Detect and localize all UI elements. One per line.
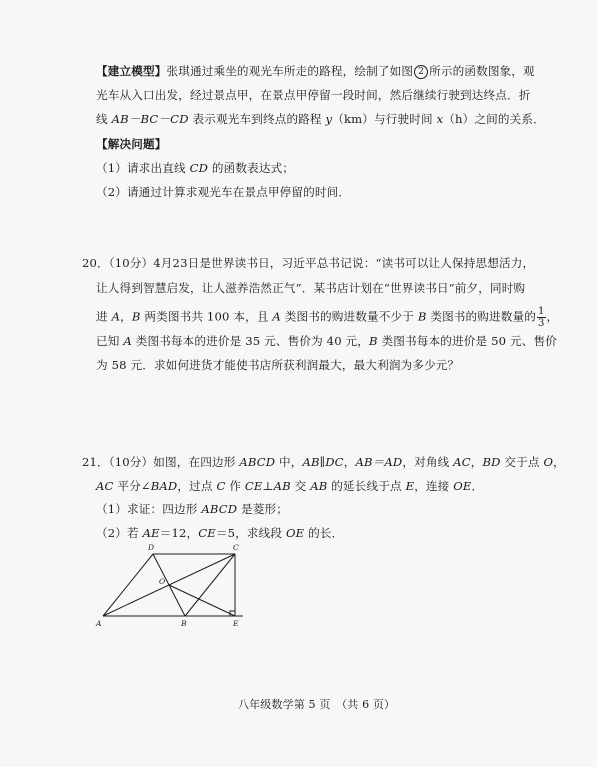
model-paragraph-line-2 — [96, 87, 531, 103]
model-paragraph-line-1 — [96, 63, 535, 79]
var: AB — [310, 479, 328, 493]
text: 交 — [290, 479, 311, 493]
var: AB＝AD — [355, 455, 403, 469]
text: 类图书每本的进价是 35 元、售价为 40 元， — [131, 334, 370, 348]
question-20-line-3 — [96, 306, 558, 329]
question-19-part-1 — [96, 160, 294, 176]
var: BD — [482, 455, 501, 469]
var: A — [272, 309, 281, 324]
text: 张琪通过乘坐的观光车所走的路程，绘制了如图 — [166, 64, 414, 78]
text: 平分∠ — [113, 479, 151, 493]
question-20-line-5: 为 58 元．求如何进货才能使书店所获利润最大，最大利润为多少元？ — [96, 358, 460, 372]
text: ，过点 — [177, 479, 217, 493]
text: 类图书的购进数量的 — [426, 309, 537, 324]
figure-number-circle: 2 — [414, 65, 428, 79]
var: O — [543, 455, 554, 469]
text: ， — [120, 309, 132, 324]
var: B — [369, 334, 378, 348]
text: 类图书每本的进价是 50 元、售价 — [377, 334, 557, 348]
text: 的延长线于点 — [327, 479, 406, 493]
segment-oe — [169, 585, 235, 616]
text: 进 — [96, 309, 112, 324]
text: 已知 — [96, 334, 124, 348]
text: 的长． — [304, 526, 344, 540]
var: AB∥DC — [302, 455, 344, 469]
model-tag: 【建立模型】 — [96, 64, 167, 78]
text: ，连接 — [414, 479, 454, 493]
text: ， — [553, 455, 565, 469]
text: 是菱形； — [237, 502, 288, 516]
segment-ad — [103, 554, 153, 616]
label-b: B — [181, 619, 187, 628]
var: C — [216, 479, 226, 493]
text: 表示观光车到终点的路程 — [188, 112, 326, 126]
var: A — [111, 309, 121, 324]
text: ， — [546, 309, 559, 324]
text: 所示的函数图象，观 — [429, 64, 535, 78]
text: 光车从入口出发，经过景点甲，在景点甲停留一段时间，然后继续行驶到达终点．折 — [96, 88, 531, 102]
label-e: E — [233, 619, 239, 628]
fraction-one-third — [537, 306, 546, 329]
question-20-line-2: 让人得到智慧启发，让人滋养浩然正气”．某书店计划在“世界读书日”前夕，同时购 — [96, 281, 526, 295]
text: 两类图书共 100 本，且 — [140, 309, 273, 324]
text: 21．（10分）如图，在四边形 — [82, 455, 240, 469]
text: （1）请求出直线 — [96, 161, 190, 175]
var: B — [131, 309, 141, 324]
label-c: C — [233, 543, 239, 552]
text: ＝5，求线段 — [215, 526, 287, 540]
quadrilateral-figure — [95, 540, 255, 632]
question-21-part-1 — [96, 501, 288, 517]
question-20-line-1: 20．（10分）4月23日是世界读书日，习近平总书记说：“读书可以让人保持思想活力， — [82, 256, 535, 270]
var: E — [405, 479, 415, 493]
var-x: x — [436, 112, 444, 126]
text: 中， — [275, 455, 303, 469]
segment-bc — [185, 554, 235, 616]
text: （2）若 — [96, 526, 143, 540]
text: 线 — [96, 112, 112, 126]
question-21-part-2 — [96, 525, 343, 541]
var: CE⊥AB — [244, 479, 291, 493]
text: 的函数表达式； — [208, 161, 295, 175]
fraction-denominator: 3 — [538, 318, 545, 329]
var: A — [123, 334, 132, 348]
var-y: y — [325, 112, 333, 126]
polyline-label: AB－BC－CD — [111, 112, 189, 126]
text: ，对角线 — [402, 455, 454, 469]
page-footer: 八年级数学第 5 页 （共 6 页） — [238, 698, 396, 711]
text: ＝12， — [159, 526, 199, 540]
var: OE — [453, 479, 472, 493]
var: OE — [286, 526, 305, 540]
question-19-part-2: （2）请通过计算求观光车在景点甲停留的时间． — [96, 185, 351, 199]
line-cd: CD — [189, 161, 209, 175]
var: BAD — [150, 479, 178, 493]
var: B — [417, 309, 427, 324]
var: CE — [198, 526, 216, 540]
label-d: D — [148, 543, 155, 552]
label-o: O — [159, 577, 166, 586]
text: ， — [343, 455, 356, 469]
question-21-line-1 — [82, 454, 565, 470]
var: AE — [142, 526, 160, 540]
text: 交于点 — [500, 455, 544, 469]
text: 作 — [225, 479, 245, 493]
var: ABCD — [201, 502, 238, 516]
text: ． — [471, 479, 484, 493]
solve-tag: 【解决问题】 — [96, 137, 167, 151]
fraction-numerator: 1 — [538, 306, 545, 317]
text: （1）求证：四边形 — [96, 502, 202, 516]
model-paragraph-line-3 — [96, 111, 545, 127]
question-20-line-4 — [96, 333, 557, 349]
text: （h）之间的关系． — [443, 112, 545, 126]
label-a: A — [96, 619, 102, 628]
text: 类图书的购进数量不少于 — [280, 309, 418, 324]
var: ABCD — [239, 455, 276, 469]
text: ， — [470, 455, 483, 469]
var: AC — [453, 455, 471, 469]
question-21-line-2 — [96, 478, 483, 494]
text: （km）与行驶时间 — [332, 112, 437, 126]
var: AC — [96, 479, 114, 493]
